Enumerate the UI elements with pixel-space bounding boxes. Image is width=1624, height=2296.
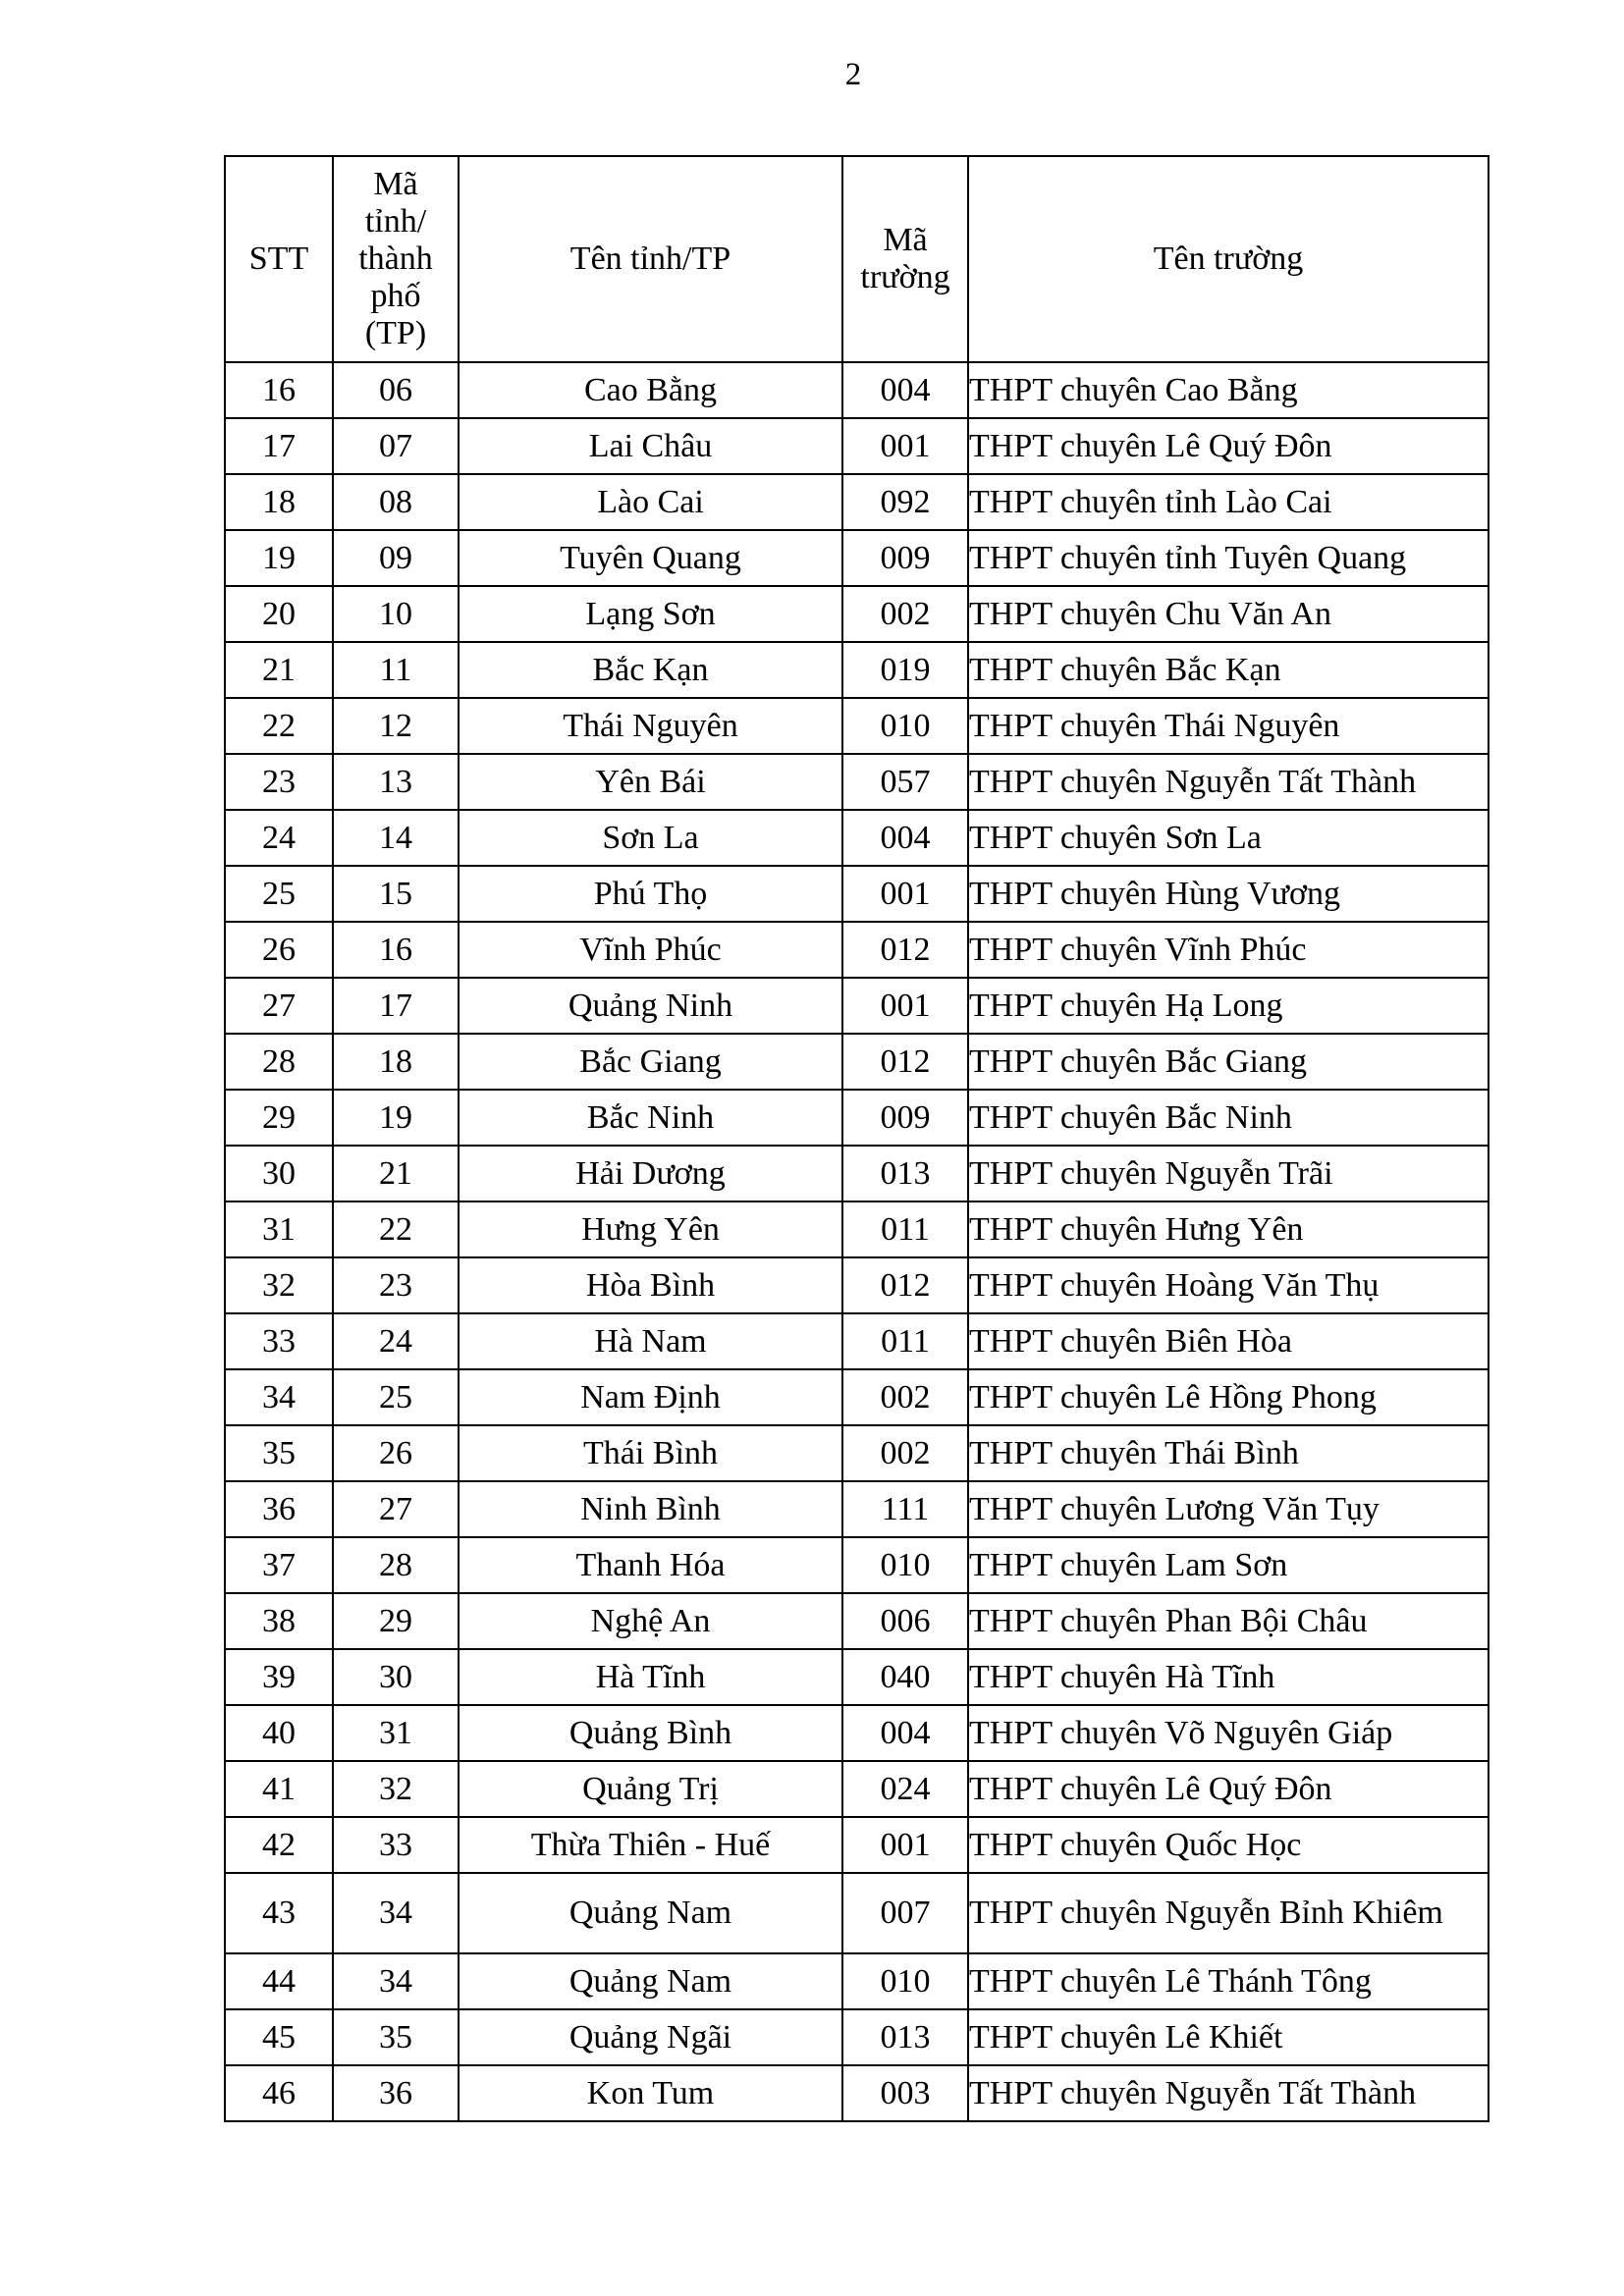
cell-school-code: 013 bbox=[842, 1146, 968, 1201]
cell-province-name: Quảng Nam bbox=[459, 1953, 842, 2009]
header-school-code-line: Mã bbox=[883, 222, 928, 258]
cell-stt: 18 bbox=[225, 474, 333, 530]
cell-school-code: 003 bbox=[842, 2065, 968, 2121]
table-row bbox=[225, 642, 1489, 698]
cell-province-code: 10 bbox=[333, 586, 459, 642]
cell-province-code: 32 bbox=[333, 1761, 459, 1817]
table-row bbox=[225, 1369, 1489, 1425]
table-row bbox=[225, 1817, 1489, 1873]
cell-province-name: Lạng Sơn bbox=[459, 586, 842, 642]
cell-school-code: 012 bbox=[842, 922, 968, 978]
cell-school-name: THPT chuyên Lê Thánh Tông bbox=[968, 1953, 1489, 2009]
cell-stt: 19 bbox=[225, 530, 333, 586]
table-row bbox=[225, 978, 1489, 1034]
table-row bbox=[225, 922, 1489, 978]
cell-stt: 37 bbox=[225, 1537, 333, 1593]
cell-stt: 24 bbox=[225, 810, 333, 866]
cell-school-code: 004 bbox=[842, 362, 968, 418]
cell-province-name: Yên Bái bbox=[459, 754, 842, 810]
cell-province-code: 12 bbox=[333, 698, 459, 754]
cell-province-name: Cao Bằng bbox=[459, 362, 842, 418]
header-province-code-line: tỉnh/ bbox=[364, 203, 427, 240]
cell-province-code: 29 bbox=[333, 1593, 459, 1649]
cell-province-name: Thái Bình bbox=[459, 1425, 842, 1481]
cell-province-code: 27 bbox=[333, 1481, 459, 1537]
table-row bbox=[225, 1705, 1489, 1761]
cell-school-code: 111 bbox=[842, 1481, 968, 1537]
cell-school-name: THPT chuyên Nguyễn Bỉnh Khiêm bbox=[968, 1873, 1489, 1953]
cell-province-name: Nghệ An bbox=[459, 1593, 842, 1649]
cell-stt: 41 bbox=[225, 1761, 333, 1817]
header-province-name: Tên tỉnh/TP bbox=[459, 156, 842, 362]
cell-province-name: Quảng Bình bbox=[459, 1705, 842, 1761]
cell-stt: 33 bbox=[225, 1313, 333, 1369]
cell-stt: 40 bbox=[225, 1705, 333, 1761]
cell-school-code: 010 bbox=[842, 1537, 968, 1593]
cell-province-code: 18 bbox=[333, 1034, 459, 1090]
cell-province-name: Thanh Hóa bbox=[459, 1537, 842, 1593]
cell-school-name: THPT chuyên Sơn La bbox=[968, 810, 1489, 866]
table-row bbox=[225, 754, 1489, 810]
cell-school-code: 009 bbox=[842, 1090, 968, 1146]
cell-school-code: 024 bbox=[842, 1761, 968, 1817]
cell-province-name: Hưng Yên bbox=[459, 1201, 842, 1257]
cell-school-name: THPT chuyên Hùng Vương bbox=[968, 866, 1489, 922]
cell-school-code: 001 bbox=[842, 978, 968, 1034]
cell-school-code: 002 bbox=[842, 586, 968, 642]
cell-stt: 25 bbox=[225, 866, 333, 922]
table-row bbox=[225, 866, 1489, 922]
cell-school-name: THPT chuyên Thái Bình bbox=[968, 1425, 1489, 1481]
table-row bbox=[225, 1537, 1489, 1593]
table-row bbox=[225, 1953, 1489, 2009]
cell-province-name: Nam Định bbox=[459, 1369, 842, 1425]
table-row bbox=[225, 810, 1489, 866]
cell-province-name: Hà Tĩnh bbox=[459, 1649, 842, 1705]
cell-province-code: 09 bbox=[333, 530, 459, 586]
cell-province-name: Phú Thọ bbox=[459, 866, 842, 922]
schools-table bbox=[224, 155, 1489, 2122]
table-row bbox=[225, 418, 1489, 474]
cell-province-code: 21 bbox=[333, 1146, 459, 1201]
cell-school-code: 011 bbox=[842, 1313, 968, 1369]
cell-school-name: THPT chuyên Quốc Học bbox=[968, 1817, 1489, 1873]
cell-province-name: Lào Cai bbox=[459, 474, 842, 530]
cell-school-code: 009 bbox=[842, 530, 968, 586]
header-school-code-line: trường bbox=[860, 259, 950, 295]
table-row bbox=[225, 698, 1489, 754]
cell-school-name: THPT chuyên Lê Quý Đôn bbox=[968, 1761, 1489, 1817]
cell-province-code: 25 bbox=[333, 1369, 459, 1425]
table-row bbox=[225, 1313, 1489, 1369]
cell-school-name: THPT chuyên Lê Khiết bbox=[968, 2009, 1489, 2065]
cell-province-code: 17 bbox=[333, 978, 459, 1034]
cell-province-name: Sơn La bbox=[459, 810, 842, 866]
cell-province-code: 33 bbox=[333, 1817, 459, 1873]
table-row bbox=[225, 2065, 1489, 2121]
cell-stt: 29 bbox=[225, 1090, 333, 1146]
cell-province-code: 34 bbox=[333, 1873, 459, 1953]
cell-stt: 36 bbox=[225, 1481, 333, 1537]
cell-stt: 39 bbox=[225, 1649, 333, 1705]
cell-province-name: Bắc Ninh bbox=[459, 1090, 842, 1146]
cell-school-code: 010 bbox=[842, 698, 968, 754]
cell-province-name: Quảng Ninh bbox=[459, 978, 842, 1034]
cell-province-code: 13 bbox=[333, 754, 459, 810]
header-school-code bbox=[842, 156, 968, 362]
cell-province-code: 14 bbox=[333, 810, 459, 866]
cell-stt: 35 bbox=[225, 1425, 333, 1481]
cell-stt: 20 bbox=[225, 586, 333, 642]
table-row bbox=[225, 362, 1489, 418]
cell-school-code: 002 bbox=[842, 1369, 968, 1425]
cell-stt: 17 bbox=[225, 418, 333, 474]
cell-school-name: THPT chuyên Lê Quý Đôn bbox=[968, 418, 1489, 474]
cell-school-code: 001 bbox=[842, 418, 968, 474]
cell-school-name: THPT chuyên Hạ Long bbox=[968, 978, 1489, 1034]
cell-school-name: THPT chuyên Chu Văn An bbox=[968, 586, 1489, 642]
table-row bbox=[225, 586, 1489, 642]
cell-school-name: THPT chuyên Lê Hồng Phong bbox=[968, 1369, 1489, 1425]
cell-school-name: THPT chuyên Nguyễn Trãi bbox=[968, 1146, 1489, 1201]
cell-province-code: 16 bbox=[333, 922, 459, 978]
table-row bbox=[225, 1593, 1489, 1649]
table-row bbox=[225, 1481, 1489, 1537]
page-number: 2 bbox=[844, 57, 862, 92]
cell-school-code: 092 bbox=[842, 474, 968, 530]
cell-province-name: Quảng Ngãi bbox=[459, 2009, 842, 2065]
cell-school-name: THPT chuyên Hà Tĩnh bbox=[968, 1649, 1489, 1705]
cell-province-name: Kon Tum bbox=[459, 2065, 842, 2121]
cell-province-name: Thái Nguyên bbox=[459, 698, 842, 754]
cell-province-code: 24 bbox=[333, 1313, 459, 1369]
cell-school-code: 004 bbox=[842, 810, 968, 866]
cell-province-code: 06 bbox=[333, 362, 459, 418]
cell-stt: 34 bbox=[225, 1369, 333, 1425]
header-province-code bbox=[333, 156, 459, 362]
cell-stt: 43 bbox=[225, 1873, 333, 1953]
cell-stt: 27 bbox=[225, 978, 333, 1034]
cell-stt: 23 bbox=[225, 754, 333, 810]
header-stt: STT bbox=[225, 156, 333, 362]
cell-school-name: THPT chuyên tỉnh Lào Cai bbox=[968, 474, 1489, 530]
table-row bbox=[225, 1873, 1489, 1953]
cell-province-name: Vĩnh Phúc bbox=[459, 922, 842, 978]
cell-school-code: 006 bbox=[842, 1593, 968, 1649]
cell-province-code: 22 bbox=[333, 1201, 459, 1257]
cell-stt: 28 bbox=[225, 1034, 333, 1090]
cell-school-name: THPT chuyên Bắc Giang bbox=[968, 1034, 1489, 1090]
cell-stt: 31 bbox=[225, 1201, 333, 1257]
table-row bbox=[225, 1257, 1489, 1313]
cell-school-code: 007 bbox=[842, 1873, 968, 1953]
table-row bbox=[225, 474, 1489, 530]
cell-province-name: Quảng Trị bbox=[459, 1761, 842, 1817]
cell-school-name: THPT chuyên Biên Hòa bbox=[968, 1313, 1489, 1369]
header-school-name: Tên trường bbox=[968, 156, 1489, 362]
table-header-row bbox=[225, 156, 1489, 362]
cell-province-code: 23 bbox=[333, 1257, 459, 1313]
cell-school-name: THPT chuyên Lam Sơn bbox=[968, 1537, 1489, 1593]
header-province-code-line: thành bbox=[358, 240, 433, 277]
cell-school-name: THPT chuyên Lương Văn Tụy bbox=[968, 1481, 1489, 1537]
cell-stt: 30 bbox=[225, 1146, 333, 1201]
cell-school-name: THPT chuyên Cao Bằng bbox=[968, 362, 1489, 418]
table-row bbox=[225, 1034, 1489, 1090]
cell-school-code: 001 bbox=[842, 1817, 968, 1873]
cell-stt: 21 bbox=[225, 642, 333, 698]
table-row bbox=[225, 1201, 1489, 1257]
cell-province-name: Hải Dương bbox=[459, 1146, 842, 1201]
cell-school-name: THPT chuyên Võ Nguyên Giáp bbox=[968, 1705, 1489, 1761]
cell-stt: 22 bbox=[225, 698, 333, 754]
cell-school-name: THPT chuyên Phan Bội Châu bbox=[968, 1593, 1489, 1649]
cell-province-code: 35 bbox=[333, 2009, 459, 2065]
cell-province-name: Hòa Bình bbox=[459, 1257, 842, 1313]
table-row bbox=[225, 530, 1489, 586]
cell-school-code: 019 bbox=[842, 642, 968, 698]
table-row bbox=[225, 1425, 1489, 1481]
header-province-code-line: Mã bbox=[373, 166, 418, 202]
cell-province-code: 07 bbox=[333, 418, 459, 474]
cell-province-name: Lai Châu bbox=[459, 418, 842, 474]
cell-school-name: THPT chuyên Thái Nguyên bbox=[968, 698, 1489, 754]
cell-school-code: 012 bbox=[842, 1257, 968, 1313]
cell-province-code: 15 bbox=[333, 866, 459, 922]
cell-school-name: THPT chuyên Bắc Kạn bbox=[968, 642, 1489, 698]
cell-province-code: 26 bbox=[333, 1425, 459, 1481]
cell-school-name: THPT chuyên Bắc Ninh bbox=[968, 1090, 1489, 1146]
cell-province-code: 36 bbox=[333, 2065, 459, 2121]
cell-school-code: 040 bbox=[842, 1649, 968, 1705]
cell-school-code: 012 bbox=[842, 1034, 968, 1090]
table-row bbox=[225, 1649, 1489, 1705]
cell-school-code: 057 bbox=[842, 754, 968, 810]
cell-province-code: 30 bbox=[333, 1649, 459, 1705]
cell-stt: 26 bbox=[225, 922, 333, 978]
cell-school-code: 002 bbox=[842, 1425, 968, 1481]
table-row bbox=[225, 1146, 1489, 1201]
cell-school-code: 004 bbox=[842, 1705, 968, 1761]
cell-province-name: Bắc Kạn bbox=[459, 642, 842, 698]
cell-school-name: THPT chuyên Vĩnh Phúc bbox=[968, 922, 1489, 978]
cell-stt: 45 bbox=[225, 2009, 333, 2065]
table-row bbox=[225, 1090, 1489, 1146]
cell-school-name: THPT chuyên tỉnh Tuyên Quang bbox=[968, 530, 1489, 586]
cell-stt: 44 bbox=[225, 1953, 333, 2009]
header-province-code-line: phố bbox=[370, 278, 421, 314]
cell-stt: 38 bbox=[225, 1593, 333, 1649]
cell-school-code: 011 bbox=[842, 1201, 968, 1257]
cell-stt: 16 bbox=[225, 362, 333, 418]
cell-province-code: 28 bbox=[333, 1537, 459, 1593]
cell-province-name: Bắc Giang bbox=[459, 1034, 842, 1090]
cell-school-code: 010 bbox=[842, 1953, 968, 2009]
cell-stt: 42 bbox=[225, 1817, 333, 1873]
cell-province-name: Quảng Nam bbox=[459, 1873, 842, 1953]
cell-province-code: 31 bbox=[333, 1705, 459, 1761]
cell-school-name: THPT chuyên Nguyễn Tất Thành bbox=[968, 754, 1489, 810]
cell-province-name: Hà Nam bbox=[459, 1313, 842, 1369]
cell-province-code: 11 bbox=[333, 642, 459, 698]
table-row bbox=[225, 2009, 1489, 2065]
table-row bbox=[225, 1761, 1489, 1817]
cell-province-code: 08 bbox=[333, 474, 459, 530]
cell-school-name: THPT chuyên Nguyễn Tất Thành bbox=[968, 2065, 1489, 2121]
cell-stt: 32 bbox=[225, 1257, 333, 1313]
cell-school-name: THPT chuyên Hoàng Văn Thụ bbox=[968, 1257, 1489, 1313]
cell-school-name: THPT chuyên Hưng Yên bbox=[968, 1201, 1489, 1257]
header-province-code-line: (TP) bbox=[364, 315, 427, 351]
cell-province-name: Tuyên Quang bbox=[459, 530, 842, 586]
cell-school-code: 013 bbox=[842, 2009, 968, 2065]
cell-province-code: 19 bbox=[333, 1090, 459, 1146]
cell-province-code: 34 bbox=[333, 1953, 459, 2009]
cell-school-code: 001 bbox=[842, 866, 968, 922]
cell-province-name: Ninh Bình bbox=[459, 1481, 842, 1537]
cell-stt: 46 bbox=[225, 2065, 333, 2121]
cell-province-name: Thừa Thiên - Huế bbox=[459, 1817, 842, 1873]
